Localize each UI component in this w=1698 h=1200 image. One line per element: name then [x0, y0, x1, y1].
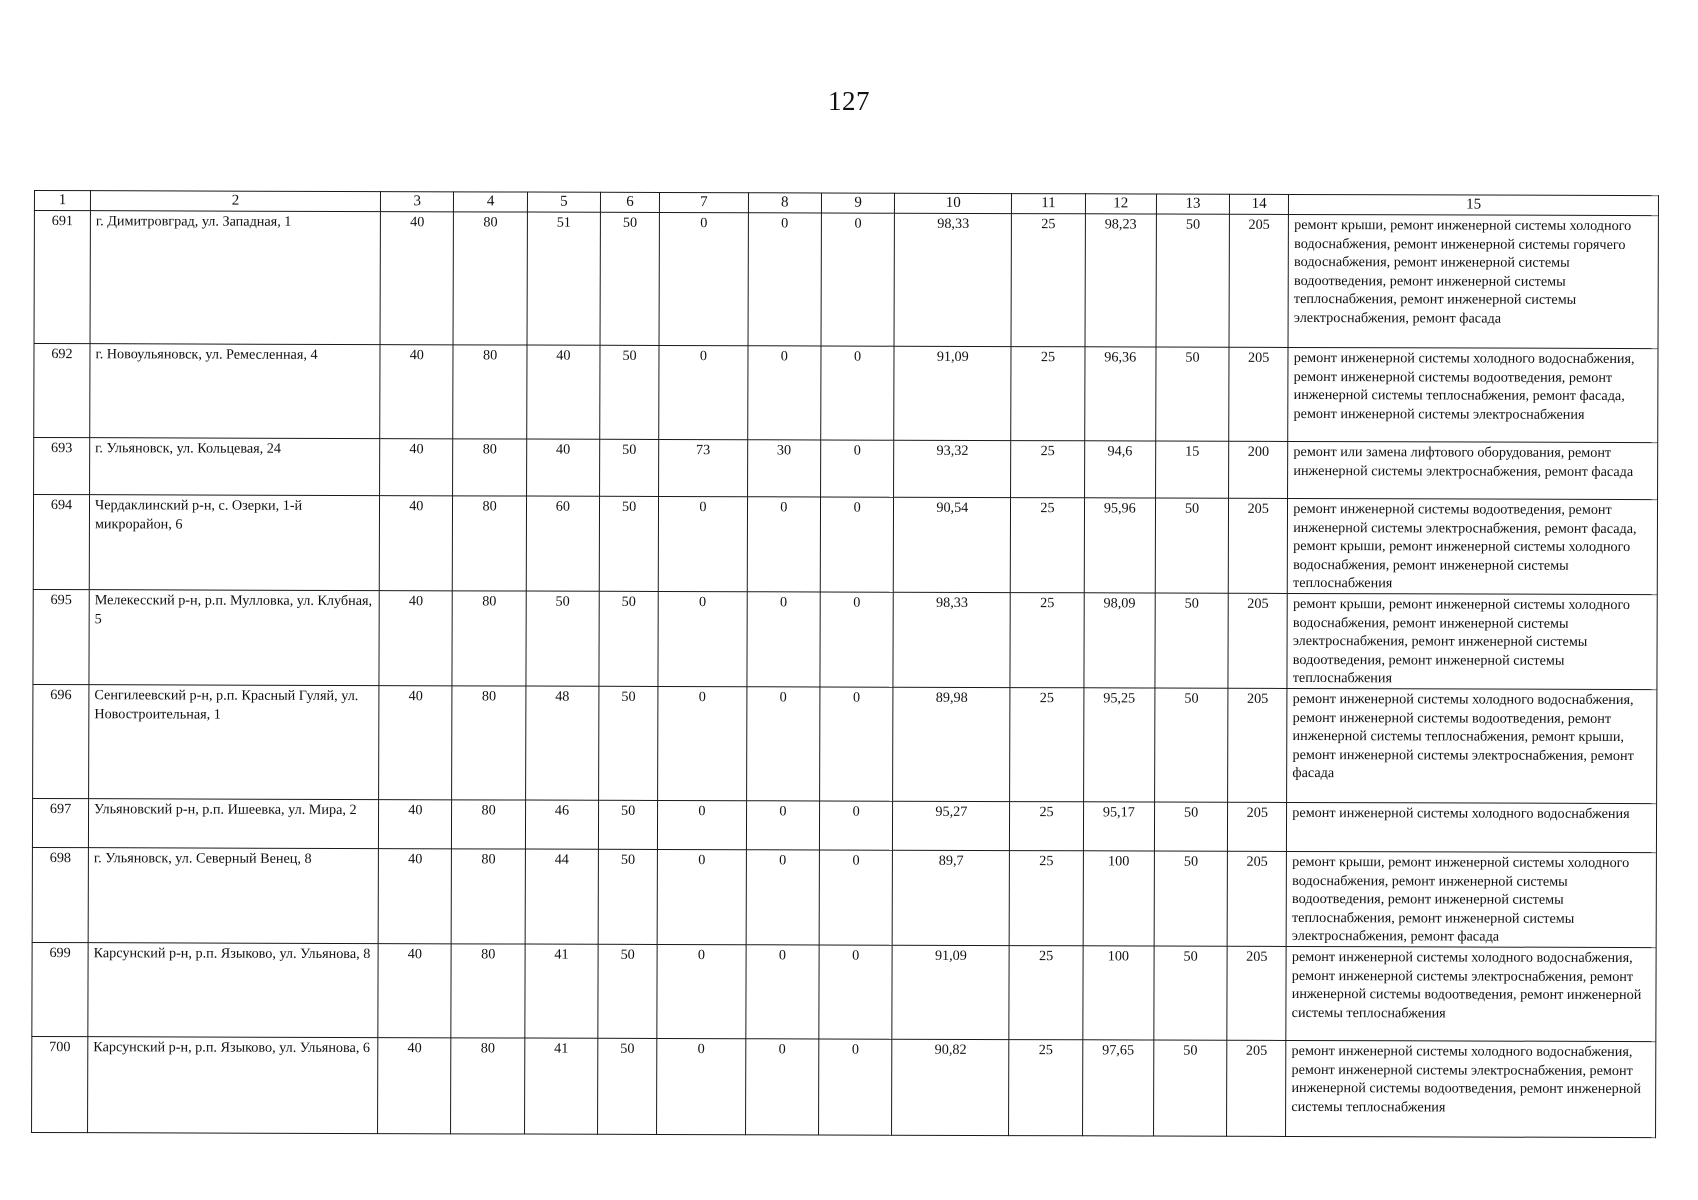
- value-cell-6: 50: [599, 496, 658, 591]
- row-number-cell: 694: [33, 495, 89, 590]
- value-cell-14: 205: [1229, 347, 1288, 441]
- value-cell-3: 40: [379, 686, 453, 800]
- value-cell-13: 50: [1155, 498, 1229, 593]
- value-cell-5: 60: [526, 496, 600, 591]
- column-header-7: 7: [660, 192, 749, 212]
- table-row: [34, 438, 1658, 500]
- value-cell-12: 94,6: [1084, 441, 1155, 498]
- value-cell-3: 40: [378, 849, 452, 944]
- value-cell-11: 25: [1010, 802, 1083, 851]
- table-row: [32, 847, 1656, 947]
- value-cell-14: 200: [1229, 441, 1288, 498]
- value-cell-11: 25: [1011, 347, 1085, 441]
- value-cell-4: 80: [452, 849, 526, 944]
- value-cell-10: 98,33: [894, 213, 1011, 346]
- value-cell-14: 205: [1228, 802, 1287, 851]
- value-cell-3: 40: [380, 212, 454, 345]
- value-cell-11: 25: [1009, 946, 1083, 1040]
- works-cell: ремонт инженерной системы холодного водоснабжения, ремонт инженерной системы электроснабжения, ремонт инженерной системы водоотведения, ремонт инженерной системы теплоснабжения: [1286, 1040, 1656, 1137]
- column-header-2: 2: [90, 191, 380, 212]
- column-header-15: 15: [1289, 194, 1659, 215]
- address-cell: г. Новоульяновск, ул. Ремесленная, 4: [90, 344, 380, 439]
- table-row: [32, 1036, 1656, 1137]
- address-cell: Ульяновский р-н, р.п. Ишеевка, ул. Мира, 2: [88, 799, 378, 849]
- value-cell-7: 0: [658, 800, 747, 849]
- value-cell-8: 0: [747, 346, 821, 440]
- value-cell-6: 50: [599, 686, 658, 800]
- address-cell: Карсунский р-н, р.п. Языково, ул. Ульянова, 6: [88, 1037, 378, 1134]
- value-cell-11: 25: [1011, 214, 1085, 347]
- value-cell-3: 40: [379, 800, 452, 849]
- value-cell-9: 0: [819, 945, 893, 1039]
- value-cell-13: 50: [1155, 593, 1229, 688]
- value-cell-9: 0: [819, 1039, 893, 1135]
- address-cell: Чердаклинский р-н, с. Озерки, 1-й микрорайон, 6: [89, 495, 379, 591]
- column-header-5: 5: [527, 192, 600, 212]
- works-cell: ремонт крыши, ремонт инженерной системы холодного водоснабжения, ремонт инженерной системы водоотведения, ремонт инженерной системы теплоснабжения, ремонт инженерной системы электроснабжения, ремонт фасада: [1286, 851, 1656, 947]
- works-cell: ремонт или замена лифтового оборудования, ремонт инженерной системы электроснабжения, ремонт фасада: [1288, 441, 1658, 499]
- value-cell-11: 25: [1010, 593, 1084, 688]
- value-cell-12: 96,36: [1084, 347, 1156, 441]
- value-cell-10: 91,09: [894, 346, 1011, 440]
- value-cell-5: 51: [527, 212, 601, 345]
- works-cell: ремонт крыши, ремонт инженерной системы холодного водоснабжения, ремонт инженерной системы электроснабжения, ремонт инженерной системы водоотведения, ремонт инженерной системы теплоснабжения: [1287, 593, 1657, 689]
- value-cell-7: 0: [659, 345, 748, 439]
- column-header-14: 14: [1230, 194, 1289, 214]
- value-cell-10: 89,98: [893, 687, 1010, 801]
- value-cell-10: 95,27: [893, 801, 1010, 850]
- value-cell-10: 90,82: [892, 1039, 1009, 1135]
- value-cell-9: 0: [819, 850, 893, 945]
- value-cell-11: 25: [1009, 1040, 1083, 1136]
- row-number-cell: 699: [32, 942, 88, 1036]
- value-cell-10: 93,32: [894, 440, 1011, 497]
- row-number-cell: 695: [33, 589, 89, 684]
- value-cell-7: 0: [657, 1038, 746, 1134]
- value-cell-14: 205: [1229, 214, 1288, 347]
- value-cell-8: 30: [747, 440, 820, 497]
- row-number-cell: 700: [32, 1036, 88, 1132]
- table-row: [32, 798, 1656, 852]
- value-cell-7: 0: [657, 944, 746, 1038]
- address-cell: Карсунский р-н, р.п. Языково, ул. Ульянова, 8: [88, 943, 378, 1038]
- value-cell-14: 205: [1228, 593, 1287, 688]
- value-cell-8: 0: [748, 213, 822, 346]
- table-row: [32, 942, 1656, 1041]
- value-cell-4: 80: [453, 212, 527, 345]
- value-cell-11: 25: [1011, 498, 1085, 593]
- works-cell: ремонт инженерной системы холодного водоснабжения, ремонт инженерной системы водоотведения, ремонт инженерной системы теплоснабжения, ремонт крыши, ремонт инженерной системы электроснабжения, ремонт фасада: [1287, 688, 1657, 803]
- value-cell-11: 25: [1009, 851, 1083, 946]
- value-cell-4: 80: [453, 496, 527, 591]
- value-cell-9: 0: [820, 497, 894, 592]
- value-cell-8: 0: [746, 801, 819, 850]
- value-cell-9: 0: [821, 213, 895, 346]
- value-cell-8: 0: [746, 850, 820, 945]
- address-cell: г. Ульяновск, ул. Северный Венец, 8: [88, 848, 378, 944]
- column-header-11: 11: [1012, 194, 1085, 214]
- column-header-10: 10: [895, 193, 1012, 213]
- value-cell-4: 80: [452, 800, 525, 849]
- value-cell-6: 50: [598, 800, 657, 849]
- value-cell-14: 205: [1228, 688, 1287, 802]
- value-cell-12: 95,25: [1083, 688, 1155, 802]
- row-number-cell: 697: [32, 798, 88, 847]
- row-number-cell: 692: [34, 344, 90, 438]
- value-cell-13: 50: [1156, 347, 1230, 441]
- value-cell-5: 44: [525, 849, 599, 944]
- value-cell-14: 205: [1228, 498, 1287, 593]
- value-cell-7: 0: [658, 591, 747, 686]
- table-row: [33, 684, 1657, 803]
- value-cell-13: 50: [1154, 946, 1228, 1040]
- value-cell-12: 100: [1082, 946, 1154, 1040]
- value-cell-6: 50: [600, 345, 659, 439]
- value-cell-7: 0: [658, 496, 747, 591]
- value-cell-3: 40: [378, 944, 452, 1038]
- value-cell-4: 80: [452, 686, 526, 800]
- address-cell: г. Ульяновск, ул. Кольцевая, 24: [90, 438, 380, 496]
- column-header-9: 9: [821, 193, 894, 213]
- works-cell: ремонт инженерной системы холодного водоснабжения, ремонт инженерной системы водоотведения, ремонт инженерной системы теплоснабжения, ремонт фасада, ремонт инженерной системы электроснабжения: [1288, 347, 1658, 442]
- value-cell-6: 50: [598, 1038, 657, 1134]
- value-cell-5: 41: [525, 944, 599, 1038]
- value-cell-12: 97,65: [1082, 1040, 1154, 1136]
- table-row: [33, 589, 1657, 689]
- value-cell-5: 41: [524, 1038, 598, 1134]
- value-cell-8: 0: [746, 687, 820, 801]
- value-cell-14: 205: [1227, 946, 1286, 1040]
- value-cell-8: 0: [746, 945, 820, 1039]
- value-cell-12: 95,17: [1083, 802, 1154, 851]
- value-cell-4: 80: [451, 1038, 525, 1134]
- value-cell-5: 40: [526, 439, 599, 496]
- value-cell-14: 205: [1227, 851, 1286, 946]
- value-cell-11: 25: [1011, 441, 1084, 498]
- value-cell-7: 73: [659, 439, 748, 496]
- value-cell-9: 0: [821, 440, 894, 497]
- value-cell-4: 80: [451, 944, 525, 1038]
- table-row: [34, 211, 1658, 349]
- row-number-cell: 698: [32, 847, 88, 942]
- value-cell-9: 0: [820, 687, 894, 801]
- page-number: 127: [828, 86, 870, 116]
- value-cell-14: 205: [1227, 1040, 1286, 1136]
- value-cell-12: 98,09: [1084, 593, 1156, 688]
- column-header-4: 4: [454, 192, 527, 212]
- value-cell-7: 0: [659, 212, 748, 345]
- value-cell-7: 0: [658, 686, 747, 800]
- works-cell: ремонт крыши, ремонт инженерной системы холодного водоснабжения, ремонт инженерной системы горячего водоснабжения, ремонт инженерной системы водоотведения, ремонт инженерной системы теплоснабжения, ремонт инженерной системы электроснабжения, ремонт фасада: [1288, 214, 1658, 348]
- register-table-wrapper: [31, 190, 1659, 1138]
- value-cell-12: 98,23: [1085, 214, 1157, 347]
- value-cell-10: 91,09: [892, 945, 1009, 1039]
- address-cell: г. Димитровград, ул. Западная, 1: [90, 211, 381, 345]
- row-number-cell: 696: [33, 684, 89, 798]
- value-cell-5: 48: [525, 686, 599, 800]
- table-row: [34, 344, 1658, 443]
- value-cell-8: 0: [747, 592, 821, 687]
- value-cell-6: 50: [598, 944, 657, 1038]
- value-cell-3: 40: [380, 439, 453, 496]
- value-cell-10: 90,54: [894, 497, 1011, 592]
- value-cell-12: 100: [1083, 851, 1155, 946]
- column-header-6: 6: [600, 192, 659, 212]
- value-cell-5: 46: [525, 800, 598, 849]
- value-cell-6: 50: [599, 591, 658, 686]
- value-cell-10: 98,33: [893, 592, 1010, 687]
- value-cell-9: 0: [821, 346, 895, 440]
- value-cell-3: 40: [380, 345, 454, 439]
- value-cell-8: 0: [745, 1039, 819, 1135]
- works-cell: ремонт инженерной системы водоотведения, ремонт инженерной системы электроснабжения, ремонт фасада, ремонт крыши, ремонт инженерной системы холодного водоснабжения, ремонт инженерной системы теплоснабжения: [1288, 498, 1658, 594]
- value-cell-4: 80: [453, 345, 527, 439]
- address-cell: Сенгилеевский р-н, р.п. Красный Гуляй, ул. Новостроительная, 1: [89, 685, 380, 800]
- column-header-8: 8: [748, 193, 821, 213]
- value-cell-3: 40: [379, 496, 453, 591]
- value-cell-12: 95,96: [1084, 498, 1156, 593]
- value-cell-5: 50: [526, 591, 600, 686]
- value-cell-10: 89,7: [892, 850, 1009, 945]
- value-cell-4: 80: [453, 439, 526, 496]
- register-table: [31, 190, 1659, 1138]
- value-cell-7: 0: [657, 849, 746, 944]
- works-cell: ремонт инженерной системы холодного водоснабжения, ремонт инженерной системы электроснабжения, ремонт инженерной системы водоотведения, ремонт инженерной системы теплоснабжения: [1286, 946, 1656, 1041]
- value-cell-3: 40: [379, 591, 453, 686]
- value-cell-11: 25: [1010, 688, 1084, 802]
- row-number-cell: 693: [34, 438, 90, 495]
- value-cell-13: 50: [1154, 851, 1228, 946]
- table-row: [33, 495, 1657, 595]
- value-cell-4: 80: [452, 591, 526, 686]
- value-cell-6: 50: [600, 439, 659, 496]
- value-cell-9: 0: [820, 592, 894, 687]
- value-cell-3: 40: [378, 1038, 452, 1134]
- column-header-12: 12: [1085, 194, 1156, 214]
- value-cell-13: 50: [1154, 802, 1227, 851]
- value-cell-8: 0: [747, 497, 821, 592]
- column-header-1: 1: [34, 191, 90, 211]
- column-header-13: 13: [1156, 194, 1229, 214]
- works-cell: ремонт инженерной системы холодного водоснабжения: [1287, 802, 1657, 852]
- value-cell-13: 15: [1155, 441, 1228, 498]
- address-cell: Мелекесский р-н, р.п. Мулловка, ул. Клубная, 5: [89, 590, 379, 686]
- value-cell-13: 50: [1156, 214, 1230, 347]
- row-number-cell: 691: [34, 211, 90, 344]
- value-cell-9: 0: [819, 801, 892, 850]
- column-header-3: 3: [381, 192, 454, 212]
- value-cell-5: 40: [526, 345, 600, 439]
- value-cell-13: 50: [1155, 688, 1229, 802]
- value-cell-6: 50: [598, 849, 657, 944]
- value-cell-6: 50: [600, 212, 659, 345]
- value-cell-13: 50: [1153, 1040, 1227, 1136]
